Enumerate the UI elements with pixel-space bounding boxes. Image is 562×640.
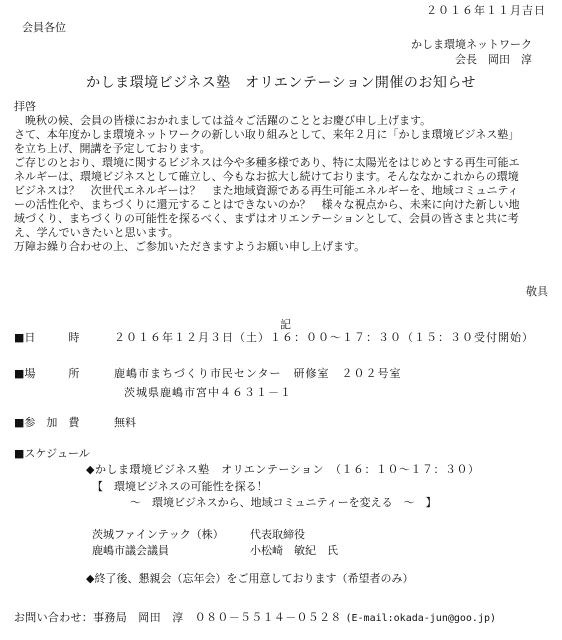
body-line: 域づくり、まちづくりの可能性を探るべく、まずはオリエンテーションとして、会員の皆さまと共に考 <box>14 212 519 225</box>
body-line: ご存じのとおり、環境に関するビジネスは今や多種多様であり、特に太陽光をはじめとする再生可能エ <box>14 156 520 169</box>
body-line: 万障お繰り合わせの上、ご参加いただきますようお願い申し上げます。 <box>14 240 366 253</box>
body-line: ビジネスは？ 次世代エネルギーは？ また地域資源である再生可能エネルギーを、地域コミュニティ <box>14 184 519 197</box>
contact-line <box>14 611 496 626</box>
fee-label: ■参 加 費 <box>14 416 80 429</box>
body-line: 晩秋の候、会員の皆様におかれましては益々ご活躍のこととお慶び申し上げます。 <box>14 114 432 127</box>
contact-text: お問い合わせ：事務局 岡田 淳 ０８０－５５１４－０５２８ <box>14 611 342 624</box>
speaker-1 <box>92 527 338 543</box>
body-line: を立ち上げ、開講を予定しております。 <box>14 142 211 155</box>
schedule-label: ■スケジュール <box>14 447 90 460</box>
greeting: 拝啓 <box>14 100 36 113</box>
datetime-value: ２０１６年１２月３日（土）１６：００～１７：３０（１５：３０受付開始） <box>114 331 534 344</box>
schedule-event: ◆かしま環境ビジネス塾 オリエンテーション （１６：１０～１７：３０） <box>86 463 480 476</box>
body-line: ネルギーは、環境ビジネスとして確立し、今もなお拡大し続けております。そんななかこれからの環境 <box>14 170 519 183</box>
sender-org: かしま環境ネットワーク <box>411 38 532 51</box>
schedule-theme: 【 環境ビジネスの可能性を探る！ <box>92 480 268 493</box>
datetime-row <box>14 331 534 345</box>
party-note: ◆終了後、懇親会（忘年会）をご用意しております（希望者のみ） <box>86 572 414 585</box>
speaker-org: 茨城ファインテック（株） <box>92 528 224 541</box>
issue-date: ２０１６年１１月吉日 <box>426 4 546 17</box>
fee-row <box>14 416 136 430</box>
body-line: さて、本年度かしま環境ネットワークの新しい取り組みとして、来年２月に「かしま環境ビジネス塾」 <box>14 128 520 141</box>
datetime-label: ■日 時 <box>14 331 80 344</box>
venue-row <box>14 367 401 381</box>
body-line: え、学んでいきたいと思います。 <box>14 226 179 239</box>
venue-label: ■場 所 <box>14 367 80 380</box>
schedule-theme-sub: ～ 環境ビジネスから、地域コミュニティーを変える ～ 】 <box>130 496 437 509</box>
document-title: かしま環境ビジネス塾 オリエンテーション開催のお知らせ <box>86 75 476 91</box>
recipient: 会員各位 <box>22 21 66 34</box>
speaker-2 <box>92 543 338 559</box>
speaker-block <box>92 527 338 559</box>
body-line: ーの活性化や、まちづくりに還元することはできないのか？ 様々な視点から、未来に向けた新しい地 <box>14 198 520 211</box>
sender-block <box>411 37 532 67</box>
speaker-org-title: 代表取締役 <box>250 528 305 541</box>
sender-chair: 会長 岡田 淳 <box>455 53 532 66</box>
venue-value: 鹿嶋市まちづくり市民センター 研修室 ２０２号室 <box>114 367 402 380</box>
speaker2-org: 鹿嶋市議会議員 <box>92 544 169 557</box>
contact-email[interactable]: (E-mail:okada-jun@goo.jp) <box>345 613 497 624</box>
venue-address: 茨城県鹿嶋市宮中４６３１－１ <box>124 386 292 399</box>
closing: 敬具 <box>526 285 548 298</box>
body-text <box>14 114 550 254</box>
fee-value: 無料 <box>114 416 136 429</box>
speaker2-name: 小松崎 敏紀 氏 <box>250 544 338 557</box>
ki-heading: 記 <box>280 318 291 331</box>
